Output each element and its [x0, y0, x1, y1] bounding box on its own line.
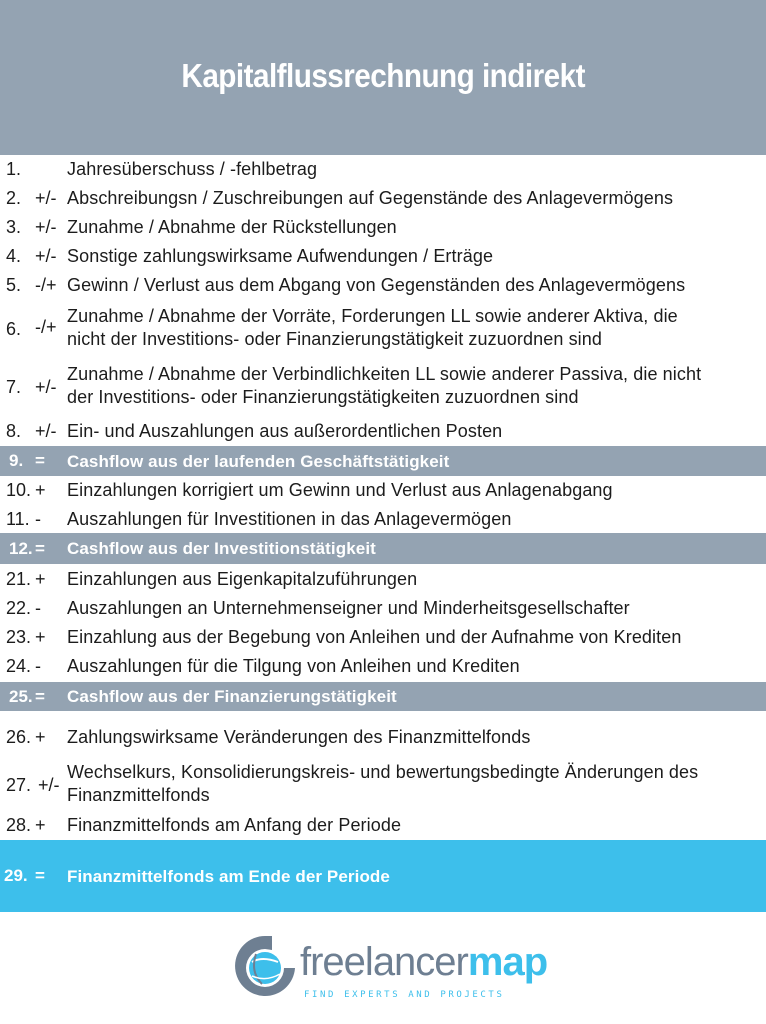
row-number: 1. [6, 159, 22, 179]
table-row [0, 301, 766, 357]
table-row [0, 565, 766, 594]
row-text: Jahresüberschuss / -fehlbetrag [67, 159, 318, 179]
row-number: 11. [6, 508, 30, 529]
row-text: Einzahlungen aus Eigenkapitalzuführungen [67, 569, 418, 589]
globe-ring-logo-icon [232, 932, 298, 1004]
row-text: Zunahme / Abnahme der Rückstellungen [67, 217, 397, 237]
row-number: 7. [6, 376, 22, 397]
row-sign: +/- [35, 217, 57, 237]
row-text: Auszahlungen für die Tilgung von Anleihen und Krediten [67, 656, 520, 676]
row-text: Einzahlungen korrigiert um Gewinn und Verlust aus Anlagenabgang [67, 480, 613, 500]
row-sign: + [35, 815, 46, 835]
row-sign: = [35, 686, 45, 706]
row-number: 29. [4, 866, 28, 885]
row-sign: + [35, 726, 46, 747]
row-number: 4. [6, 246, 22, 266]
logo-word-freelancer: freelancer [300, 940, 468, 984]
row-text: Ein- und Auszahlungen aus außerordentlichen Posten [67, 421, 503, 441]
row-number: 25. [9, 686, 33, 706]
row-text: Cashflow aus der Investitionstätigkeit [67, 539, 376, 558]
row-sign: = [35, 538, 45, 558]
row-sign: +/- [35, 188, 57, 208]
logo-tagline: FIND EXPERTS AND PROJECTS [304, 990, 505, 1000]
row-sign: +/- [35, 377, 57, 397]
table-row [0, 505, 766, 533]
row-number: 2. [6, 188, 22, 208]
row-sign: + [35, 569, 46, 589]
row-text-line1: Zunahme / Abnahme der Vorräte, Forderungen LL sowie anderer Aktiva, die [67, 306, 678, 326]
row-sign: -/+ [35, 317, 57, 337]
table-row [0, 594, 766, 623]
row-number: 28. [6, 815, 32, 835]
row-sign: = [35, 866, 45, 885]
row-text: Gewinn / Verlust aus dem Abgang von Gegenständen des Anlagevermögens [67, 275, 686, 295]
row-text: Auszahlungen an Unternehmenseigner und Minderheitsgesellschafter [67, 598, 630, 618]
row-number: 21. [6, 569, 32, 589]
table-row [0, 476, 766, 505]
row-text: Sonstige zahlungswirksame Aufwendungen / Erträge [67, 246, 494, 266]
row-number: 27. [6, 774, 32, 795]
row-text: Zahlungswirksame Veränderungen des Finanzmittelfonds [67, 726, 531, 747]
table-row [0, 213, 766, 242]
table-row [0, 359, 766, 415]
row-sign: +/- [35, 246, 57, 266]
row-sign: +/- [35, 421, 57, 441]
subtotal-row [0, 682, 766, 711]
freelancermap-logo [232, 932, 548, 1004]
row-sign: +/- [38, 775, 60, 795]
subtotal-row [0, 446, 766, 476]
table-row [0, 759, 766, 811]
row-text-line1: Wechselkurs, Konsolidierungskreis- und bewertungsbedingte Änderungen des [67, 762, 699, 782]
row-text: Finanzmittelfonds am Anfang der Periode [67, 815, 402, 835]
row-sign: - [35, 508, 41, 529]
table-row [0, 242, 766, 271]
row-number: 3. [6, 217, 22, 237]
table-row [0, 155, 766, 184]
row-sign: + [35, 480, 46, 500]
row-number: 9. [9, 451, 24, 470]
row-number: 12. [9, 538, 33, 558]
row-text: Auszahlungen für Investitionen in das Anlagevermögen [67, 508, 512, 529]
row-text-line2: der Investitions- oder Finanzierungstätigkeiten zuzuordnen sind [67, 387, 579, 407]
table-row [0, 721, 766, 753]
logo-wordmark [300, 940, 547, 984]
table-row [0, 623, 766, 652]
total-row [0, 840, 766, 912]
row-number: 22. [6, 598, 32, 618]
subtotal-row [0, 533, 766, 564]
row-number: 10. [6, 480, 32, 500]
row-text: Einzahlung aus der Begebung von Anleihen und der Aufnahme von Krediten [67, 627, 682, 647]
row-number: 23. [6, 627, 32, 647]
page-title: Kapitalflussrechnung indirekt [181, 56, 585, 94]
row-sign: - [35, 598, 41, 618]
row-number: 6. [6, 318, 22, 339]
table-row [0, 184, 766, 213]
logo-word-map: map [467, 940, 548, 984]
row-text: Cashflow aus der laufenden Geschäftstätigkeit [67, 451, 450, 471]
table-row [0, 811, 766, 840]
table-row [0, 417, 766, 446]
row-text-line1: Zunahme / Abnahme der Verbindlichkeiten LL sowie anderer Passiva, die nicht [67, 364, 702, 384]
row-text-line2: nicht der Investitions- oder Finanzierungstätigkeit zuzuordnen sind [67, 329, 602, 349]
row-number: 24. [6, 656, 32, 676]
table-row [0, 271, 766, 300]
row-sign: + [35, 627, 46, 647]
row-text: Abschreibungsn / Zuschreibungen auf Gegenstände des Anlagevermögens [67, 188, 674, 208]
row-number: 8. [6, 421, 22, 441]
row-text-line2: Finanzmittelfonds [67, 785, 210, 805]
row-number: 5. [6, 275, 22, 295]
row-sign: - [35, 656, 41, 676]
page-header [0, 0, 766, 155]
table-row [0, 652, 766, 681]
row-sign: = [35, 451, 45, 470]
row-text: Cashflow aus der Finanzierungstätigkeit [67, 687, 397, 706]
row-text: Finanzmittelfonds am Ende der Periode [67, 866, 390, 886]
row-sign: -/+ [35, 275, 57, 295]
row-number: 26. [6, 726, 32, 747]
